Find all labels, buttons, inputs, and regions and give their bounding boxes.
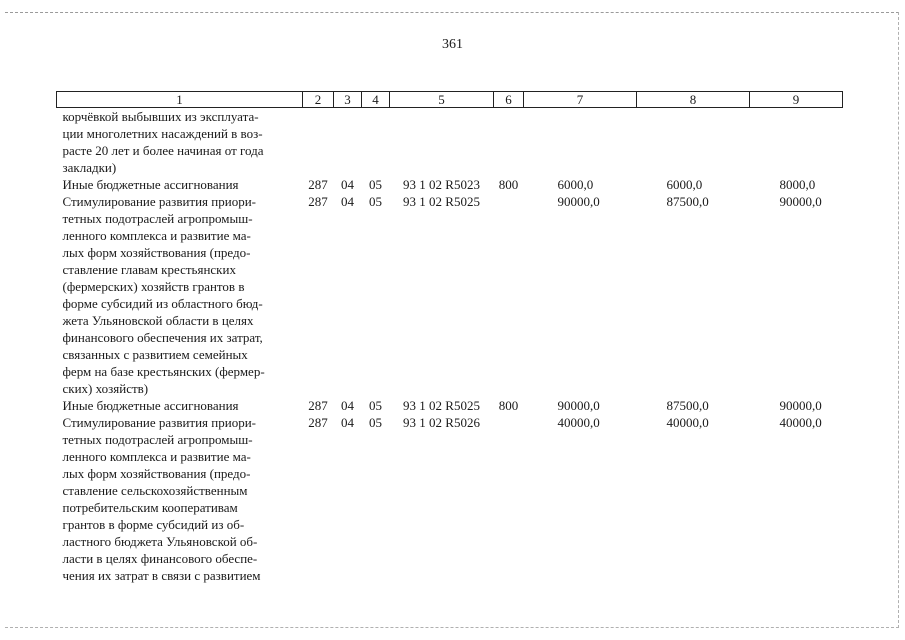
section-cell: 04 xyxy=(341,177,354,192)
header-col-1: 1 xyxy=(57,92,303,108)
header-col-5: 5 xyxy=(390,92,494,108)
gr-code-cell: 287 xyxy=(308,415,328,430)
subsection-cell: 05 xyxy=(369,398,382,413)
row-name-line: лых форм хозяйствования (предо- xyxy=(62,466,251,481)
row-name-line: ставление главам крестьянских xyxy=(62,262,236,277)
row-name-line: тетных подотраслей агропромыш- xyxy=(62,432,253,447)
gr-code-cell: 287 xyxy=(308,194,328,209)
row-name-line: ленного комплекса и развитие ма- xyxy=(62,228,251,243)
amount-col-9-cell: 90000,0 xyxy=(779,194,822,209)
table-row xyxy=(57,414,843,584)
amount-col-8-cell: 87500,0 xyxy=(666,398,709,413)
row-name-line: ленного комплекса и развитие ма- xyxy=(62,449,251,464)
header-col-9: 9 xyxy=(750,92,843,108)
row-name-line: потребительским кооперативам xyxy=(62,500,238,515)
row-name-line: чения их затрат в связи с развитием xyxy=(62,568,261,583)
row-name-line: Иные бюджетные ассигнования xyxy=(62,398,239,413)
header-col-7: 7 xyxy=(524,92,637,108)
amount-col-7-cell: 90000,0 xyxy=(557,398,600,413)
row-name-line: грантов в форме субсидий из об- xyxy=(62,517,245,532)
row-name-line: финансового обеспечения их затрат, xyxy=(62,330,263,345)
header-col-6: 6 xyxy=(494,92,524,108)
budget-table xyxy=(56,91,843,584)
row-name-line: форме субсидий из областного бюд- xyxy=(62,296,263,311)
subsection-cell: 05 xyxy=(369,415,382,430)
table-body xyxy=(57,108,843,585)
row-name-cell xyxy=(57,108,303,177)
row-name-line: расте 20 лет и более начиная от года xyxy=(62,143,264,158)
amount-col-7-cell: 40000,0 xyxy=(557,415,600,430)
table-row xyxy=(57,176,843,193)
row-name-line: связанных с развитием семейных xyxy=(62,347,248,362)
row-name-line: лых форм хозяйствования (предо- xyxy=(62,245,251,260)
row-name-line: Иные бюджетные ассигнования xyxy=(62,177,239,192)
target-article-cell: 93 1 02 R5023 xyxy=(403,177,480,192)
expense-type-cell xyxy=(494,193,524,397)
header-col-2: 2 xyxy=(303,92,334,108)
row-name-line: ских) хозяйств) xyxy=(62,381,149,396)
table-header xyxy=(57,92,843,108)
expense-type-cell: 800 xyxy=(498,177,519,192)
header-col-3: 3 xyxy=(334,92,362,108)
row-name-line: ции многолетних насаждений в воз- xyxy=(62,126,263,141)
amount-col-9-cell xyxy=(750,108,843,177)
amount-col-8-cell: 6000,0 xyxy=(666,177,703,192)
header-col-8: 8 xyxy=(637,92,750,108)
amount-col-8-cell xyxy=(637,108,750,177)
row-name-line: тетных подотраслей агропромыш- xyxy=(62,211,253,226)
amount-col-9-cell: 90000,0 xyxy=(779,398,822,413)
row-name-line: (фермерских) хозяйств грантов в xyxy=(62,279,245,294)
gr-code-cell: 287 xyxy=(308,398,328,413)
expense-type-cell xyxy=(494,108,524,177)
subsection-cell: 05 xyxy=(369,177,382,192)
section-cell xyxy=(334,108,362,177)
row-name-line: корчёвкой выбывших из эксплуата- xyxy=(62,109,259,124)
row-name-line: жета Ульяновской области в целях xyxy=(62,313,254,328)
row-name-line: ферм на базе крестьянских (фермер- xyxy=(62,364,265,379)
section-cell: 04 xyxy=(341,194,354,209)
row-name-line: Стимулирование развития приори- xyxy=(62,415,256,430)
row-name-line: Стимулирование развития приори- xyxy=(62,194,256,209)
amount-col-9-cell: 40000,0 xyxy=(779,415,822,430)
row-name-cell xyxy=(57,176,303,193)
amount-col-7-cell: 90000,0 xyxy=(557,194,600,209)
target-article-cell xyxy=(390,108,494,177)
header-col-4: 4 xyxy=(362,92,390,108)
amount-col-7-cell: 6000,0 xyxy=(557,177,594,192)
row-name-line: ставление сельскохозяйственным xyxy=(62,483,248,498)
row-name-cell xyxy=(57,397,303,414)
amount-col-8-cell: 40000,0 xyxy=(666,415,709,430)
row-name-cell xyxy=(57,414,303,584)
target-article-cell: 93 1 02 R5025 xyxy=(403,398,480,413)
subsection-cell: 05 xyxy=(369,194,382,209)
page-number: 361 xyxy=(442,37,463,52)
amount-col-8-cell: 87500,0 xyxy=(666,194,709,209)
row-name-line: ласти в целях финансового обеспе- xyxy=(62,551,258,566)
table-row xyxy=(57,397,843,414)
expense-type-cell xyxy=(494,414,524,584)
gr-code-cell: 287 xyxy=(308,177,328,192)
expense-type-cell: 800 xyxy=(498,398,519,413)
section-cell: 04 xyxy=(341,415,354,430)
gr-code-cell xyxy=(303,108,334,177)
table-row xyxy=(57,193,843,397)
target-article-cell: 93 1 02 R5026 xyxy=(403,415,480,430)
amount-col-7-cell xyxy=(524,108,637,177)
table-row xyxy=(57,108,843,177)
row-name-cell xyxy=(57,193,303,397)
amount-col-9-cell: 8000,0 xyxy=(779,177,816,192)
subsection-cell xyxy=(362,108,390,177)
row-name-line: закладки) xyxy=(62,160,117,175)
target-article-cell: 93 1 02 R5025 xyxy=(403,194,480,209)
section-cell: 04 xyxy=(341,398,354,413)
row-name-line: ластного бюджета Ульяновской об- xyxy=(62,534,258,549)
